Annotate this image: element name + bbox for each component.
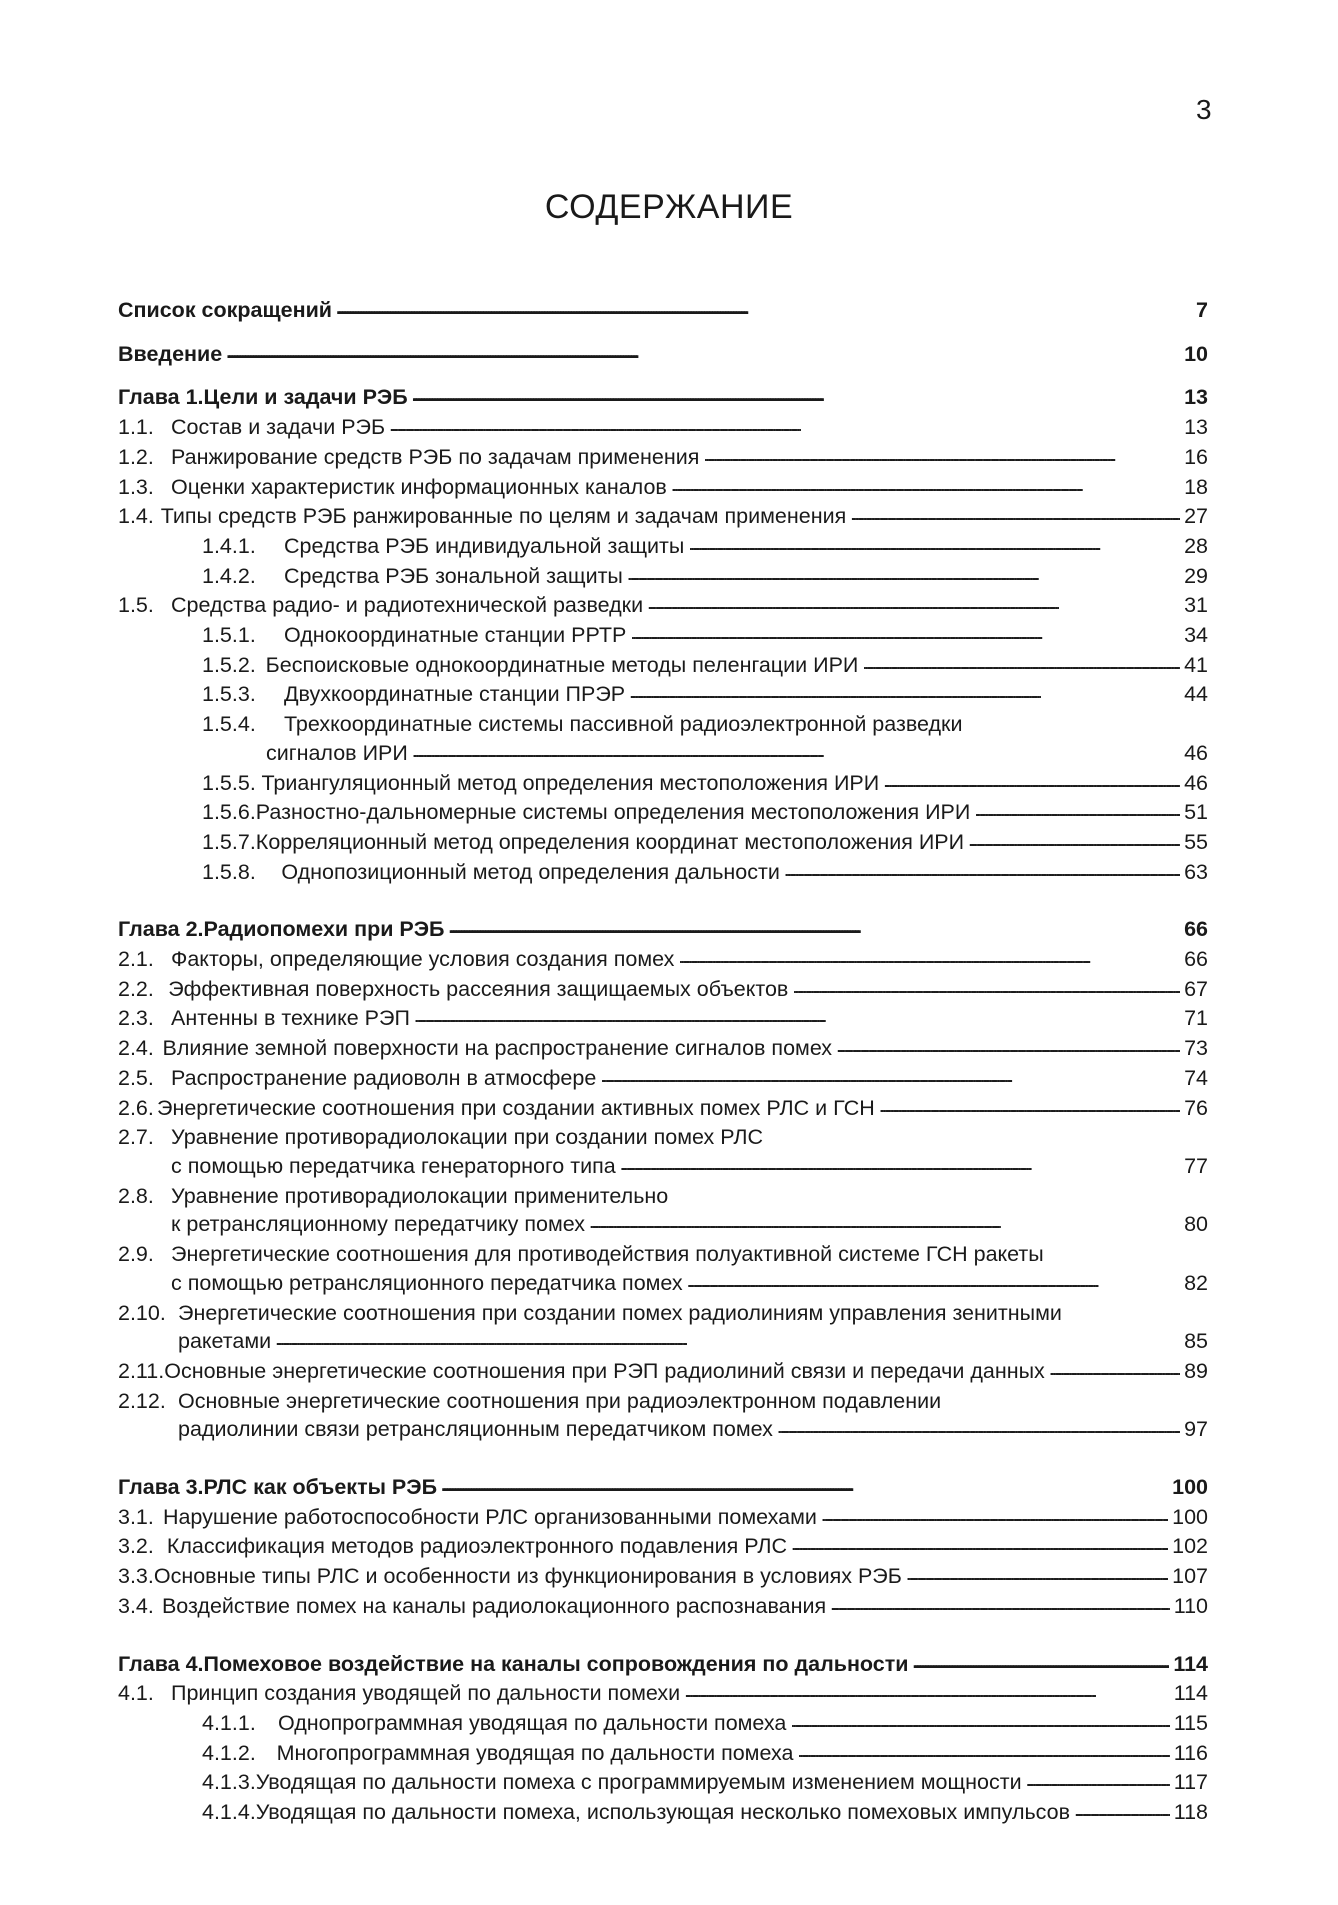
toc-chapter-1 (118, 383, 1208, 413)
toc-entry-page: 97 (1184, 1417, 1208, 1442)
toc-entry-number: 1.5.5. (202, 770, 256, 795)
toc-entry-number: 2.4. (118, 1036, 154, 1061)
toc-entry-page: 100 (1172, 1475, 1208, 1500)
toc-entry-continuation (118, 1269, 1208, 1299)
toc-entry-page: 44 (1184, 682, 1208, 707)
toc-entry-label: Корреляционный метод определения координат местоположения ИРИ (255, 829, 965, 854)
toc-entry-number: 1.5.1. (202, 623, 256, 648)
toc-entry-number: 1.4. (118, 504, 154, 529)
toc-entry-number: 3.3. (118, 1564, 154, 1589)
toc-entry-label: Уводящая по дальности помеха с программируемым изменением мощности (255, 1770, 1022, 1795)
toc-entry-page: 80 (1184, 1212, 1208, 1237)
toc-entry-continuation (118, 1327, 1208, 1357)
toc-leader-dots (862, 648, 1180, 678)
toc-entry (118, 975, 1208, 1005)
toc-chapter-4 (118, 1650, 1208, 1680)
toc-entry-label: Введение (118, 341, 223, 366)
toc-entry-label: Антенны в технике РЭП (171, 1006, 410, 1031)
toc-entry-label: Средства радио- и радиотехнической разведки (171, 593, 644, 618)
toc-entry (118, 945, 1208, 975)
toc-entry-label: Влияние земной поверхности на распространение сигналов помех (162, 1036, 833, 1061)
toc-entry-continuation (118, 739, 1208, 769)
toc-chapter-3 (118, 1473, 1208, 1503)
toc-entry-page: 66 (1184, 917, 1208, 942)
toc-leader-dots (790, 1706, 1169, 1736)
toc-entry-page: 31 (1184, 593, 1208, 618)
page-title: СОДЕРЖАНИЕ (544, 188, 794, 226)
toc-entry-page: 29 (1184, 563, 1208, 588)
page-number: 3 (1196, 94, 1212, 125)
toc-entry (118, 1034, 1208, 1064)
toc-entry (118, 562, 1208, 592)
toc-leader-dots (1026, 1765, 1170, 1795)
toc-leader-dots (879, 1091, 1180, 1121)
toc-entry-number: 2.9. (118, 1242, 154, 1267)
toc-leader-dots (836, 1031, 1180, 1061)
toc-entry-label: Беспоисковые однокоординатные методы пеленгации ИРИ (265, 652, 859, 677)
toc-leader-dots (275, 1324, 1180, 1354)
toc-entry (118, 1182, 1208, 1211)
toc-entry-label: Глава 4.Помеховое воздействие на каналы сопровождения по дальности (118, 1651, 909, 1676)
toc-entry-label: Уводящая по дальности помеха, использующая несколько помеховых импульсов (255, 1800, 1071, 1825)
toc-entry-label: Триангуляционный метод определения местоположения ИРИ (261, 770, 880, 795)
toc-entry-page: 66 (1184, 947, 1208, 972)
toc-entry-label: Принцип создания уводящей по дальности помехи (171, 1681, 681, 1706)
toc-leader-dots (850, 499, 1180, 529)
toc-entry (118, 473, 1208, 503)
toc-leader-dots (688, 529, 1180, 559)
toc-leader-dots (684, 1676, 1170, 1706)
toc-entry (118, 651, 1208, 681)
toc-entry-continuation (118, 1415, 1208, 1445)
toc-entry-page: 74 (1184, 1065, 1208, 1090)
toc-entry-label: Энергетические соотношения при создании помех радиолиниям управления зенитными (178, 1300, 1062, 1325)
toc-entry-page: 34 (1184, 623, 1208, 648)
toc-entry-number: 2.2. (118, 976, 154, 1001)
toc-entry (118, 710, 1208, 739)
toc-entry-label: Ранжирование средств РЭБ по задачам применения (171, 444, 700, 469)
toc-entry-page: 114 (1173, 1651, 1208, 1676)
toc-entry-number: 1.5.8. (202, 859, 256, 884)
toc-entry-label-continued: радиолинии связи ретрансляционным передатчиком помех (178, 1417, 773, 1442)
toc-entry-label-continued: с помощью ретрансляционного передатчика помех (171, 1270, 683, 1295)
toc-entry-label: Основные энергетические соотношения при радиоэлектронном подавлении (178, 1388, 942, 1413)
toc-entry-number: 1.5.2. (202, 652, 256, 677)
toc-entry-label: Энергетические соотношения при создании активных помех РЛС и ГСН (157, 1095, 875, 1120)
toc-leader-dots (620, 1149, 1180, 1179)
toc-entry-label: Однопрограммная уводящая по дальности помеха (278, 1710, 787, 1735)
toc-entry-page: 76 (1184, 1095, 1208, 1120)
toc-entry-page: 67 (1184, 976, 1208, 1001)
toc-entry (118, 828, 1208, 858)
toc-entry-label-continued: сигналов ИРИ (266, 740, 408, 765)
toc-entry-label: Глава 2.Радиопомехи при РЭБ (118, 917, 445, 942)
toc-entry-label: Однокоординатные станции РРТР (284, 623, 627, 648)
toc-entry (118, 1532, 1208, 1562)
toc-entry (118, 1679, 1208, 1709)
toc-entry-label: Многопрограммная уводящая по дальности помеха (276, 1740, 794, 1765)
toc-entry (118, 798, 1208, 828)
toc-entry-label: Уравнение противорадиолокации применительно (171, 1183, 669, 1208)
toc-entry (118, 1768, 1208, 1798)
toc-entry-number: 2.7. (118, 1125, 154, 1150)
toc-leader-dots (647, 588, 1180, 618)
toc-entry-label-continued: с помощью передатчика генераторного типа (171, 1153, 616, 1178)
toc-leader-dots (912, 1647, 1169, 1677)
toc-entry-number: 2.3. (118, 1006, 154, 1031)
toc-entry-label: Основные типы РЛС и особенности из функционирования в условиях РЭБ (153, 1564, 902, 1589)
toc-leader-dots (412, 380, 1180, 410)
toc-entry (118, 858, 1208, 888)
toc-leader-dots (441, 1470, 1168, 1500)
toc-entry-label: Однопозиционный метод определения дальности (281, 859, 780, 884)
toc-entry (118, 1357, 1208, 1387)
toc-leader-dots (703, 440, 1180, 470)
toc-entry-page: 7 (1196, 298, 1208, 322)
toc-entry (118, 1503, 1208, 1533)
toc-entry-number: 2.6. (118, 1095, 154, 1120)
toc-entry-label: Основные энергетические соотношения при РЭП радиолиний связи и передачи данных (164, 1358, 1045, 1383)
toc-entry-page: 100 (1172, 1504, 1208, 1529)
toc-entry (118, 532, 1208, 562)
toc-entry-number: 3.1. (118, 1504, 154, 1529)
toc-entry-label: Оценки характеристик информационных каналов (171, 474, 667, 499)
toc-leader-dots (883, 766, 1180, 796)
table-of-contents (118, 296, 1208, 1828)
toc-entry-page: 63 (1184, 859, 1208, 884)
toc-entry (118, 502, 1208, 532)
toc-leader-dots (687, 1266, 1180, 1296)
toc-leader-dots (821, 1500, 1168, 1530)
toc-entry (118, 1123, 1208, 1152)
toc-entry-number: 2.1. (118, 947, 154, 972)
toc-entry (118, 1387, 1208, 1416)
toc-entry-label: Средства РЭБ зональной защиты (284, 563, 623, 588)
toc-entry-number: 1.5.3. (202, 682, 256, 707)
toc-entry-page: 55 (1184, 829, 1208, 854)
toc-entry (118, 591, 1208, 621)
toc-chapter-2 (118, 915, 1208, 945)
toc-entry-number: 4.1.2. (202, 1740, 256, 1765)
toc-entry-number: 2.12. (118, 1388, 166, 1413)
toc-leader-dots (968, 825, 1180, 855)
toc-leader-dots (336, 293, 1192, 323)
toc-entry-introduction (118, 340, 1208, 370)
toc-entry (118, 680, 1208, 710)
toc-entry-number: 1.5. (118, 593, 154, 618)
toc-entry-label: Распространение радиоволн в атмосфере (171, 1065, 597, 1090)
toc-entry-label: Нарушение работоспособности РЛС организованными помехами (162, 1504, 817, 1529)
toc-entry (118, 1562, 1208, 1592)
toc-leader-dots (629, 677, 1180, 707)
toc-entry (118, 1739, 1208, 1769)
toc-entry-number: 4.1.3. (202, 1770, 256, 1795)
toc-entry-page: 27 (1184, 504, 1208, 529)
toc-leader-dots (389, 410, 1180, 440)
toc-leader-dots (797, 1736, 1169, 1766)
toc-leader-dots (589, 1207, 1180, 1237)
toc-entry-label: Глава 3.РЛС как объекты РЭБ (118, 1475, 438, 1500)
toc-entry-label: Состав и задачи РЭБ (171, 415, 386, 440)
toc-entry-label: Список сокращений (118, 298, 333, 322)
toc-entry-label: Двухкоординатные станции ПРЭР (284, 682, 626, 707)
toc-entry (118, 1094, 1208, 1124)
toc-entry-page: 82 (1184, 1270, 1208, 1295)
toc-entry-page: 110 (1173, 1593, 1208, 1618)
toc-entry-number: 4.1.4. (202, 1800, 256, 1825)
toc-leader-dots (1049, 1354, 1180, 1384)
toc-entry (118, 1592, 1208, 1622)
toc-entry-page: 89 (1184, 1358, 1208, 1383)
toc-leader-dots (974, 795, 1180, 825)
toc-leader-dots (784, 855, 1180, 885)
toc-entry-label: Энергетические соотношения для противодействия полуактивной системе ГСН ракеты (171, 1242, 1044, 1267)
toc-entry-page: 85 (1184, 1329, 1208, 1354)
toc-leader-dots (630, 618, 1180, 648)
toc-entry-number: 1.3. (118, 474, 154, 499)
toc-entry (118, 1064, 1208, 1094)
toc-entry-label: Глава 1.Цели и задачи РЭБ (118, 385, 408, 410)
toc-entry-number: 1.5.4. (202, 712, 256, 737)
toc-entry-page: 114 (1173, 1681, 1208, 1706)
toc-entry-page: 46 (1184, 740, 1208, 765)
toc-entry (118, 1240, 1208, 1269)
toc-leader-dots (1074, 1795, 1170, 1825)
toc-entry-page: 117 (1173, 1770, 1208, 1795)
toc-entry-number: 3.4. (118, 1593, 154, 1618)
toc-entry (118, 769, 1208, 799)
toc-entry-page: 73 (1184, 1036, 1208, 1061)
toc-entry-number: 1.1. (118, 415, 154, 440)
toc-leader-dots (671, 470, 1180, 500)
toc-entry-number: 4.1. (118, 1681, 154, 1706)
toc-entry-number: 1.4.1. (202, 533, 256, 558)
toc-entry-page: 41 (1184, 652, 1208, 677)
toc-entry-page: 77 (1184, 1153, 1208, 1178)
toc-entry (118, 1004, 1208, 1034)
toc-entry-label-continued: к ретрансляционному передатчику помех (171, 1212, 586, 1237)
toc-leader-dots (412, 736, 1180, 766)
toc-entry-number: 1.2. (118, 444, 154, 469)
toc-entry-page: 18 (1184, 474, 1208, 499)
toc-entry-label: Классификация методов радиоэлектронного подавления РЛС (166, 1534, 788, 1559)
toc-entry-page: 46 (1184, 770, 1208, 795)
toc-leader-dots (830, 1589, 1170, 1619)
toc-entry (118, 621, 1208, 651)
toc-entry (118, 1798, 1208, 1828)
toc-entry-page: 71 (1184, 1006, 1208, 1031)
toc-entry-page: 13 (1184, 415, 1208, 440)
toc-entry (118, 413, 1208, 443)
toc-entry-number: 2.8. (118, 1183, 154, 1208)
toc-entry-number: 1.5.7. (202, 829, 256, 854)
toc-entry-label: Средства РЭБ индивидуальной защиты (284, 533, 685, 558)
toc-entry-label: Факторы, определяющие условия создания помех (171, 947, 675, 972)
toc-entry-page: 116 (1173, 1740, 1208, 1765)
toc-entry-page: 10 (1184, 341, 1208, 366)
toc-entry (118, 443, 1208, 473)
toc-entry-number: 2.11. (118, 1358, 165, 1383)
toc-leader-dots (627, 559, 1180, 589)
toc-entry-page: 13 (1184, 385, 1208, 410)
toc-entry-label: Уравнение противорадиолокации при создании помех РЛС (171, 1125, 763, 1150)
toc-entry-number: 4.1.1. (202, 1710, 256, 1735)
toc-leader-dots (449, 912, 1181, 942)
toc-entry-continuation (118, 1210, 1208, 1240)
toc-entry-label: Разностно-дальномерные системы определения местоположения ИРИ (255, 800, 971, 825)
toc-entry-label: Воздействие помех на каналы радиолокационного распознавания (161, 1593, 827, 1618)
toc-entry-number: 1.5.6. (202, 800, 256, 825)
toc-entry-page: 102 (1172, 1534, 1208, 1559)
toc-leader-dots (226, 337, 1180, 367)
toc-leader-dots (791, 1529, 1168, 1559)
toc-entry-page: 16 (1184, 444, 1208, 469)
toc-entry-page: 115 (1173, 1710, 1208, 1735)
toc-entry-label: Типы средств РЭБ ранжированные по целям и задачам применения (160, 504, 847, 529)
toc-entry-page: 107 (1172, 1564, 1208, 1589)
toc-entry-page: 28 (1184, 533, 1208, 558)
toc-leader-dots (792, 972, 1180, 1002)
toc-entry (118, 1299, 1208, 1328)
toc-entry (118, 1709, 1208, 1739)
toc-leader-dots (414, 1001, 1180, 1031)
toc-entry-abbreviations (118, 296, 1208, 326)
toc-entry-label-continued: ракетами (178, 1329, 272, 1354)
toc-leader-dots (777, 1412, 1180, 1442)
toc-entry-number: 3.2. (118, 1534, 154, 1559)
toc-entry-number: 2.5. (118, 1065, 154, 1090)
toc-entry-page: 51 (1184, 800, 1208, 825)
toc-leader-dots (906, 1559, 1168, 1589)
toc-entry-number: 1.4.2. (202, 563, 256, 588)
toc-leader-dots (600, 1061, 1180, 1091)
toc-entry-continuation (118, 1152, 1208, 1182)
toc-entry-label: Трехкоординатные системы пассивной радиоэлектронной разведки (284, 712, 963, 737)
toc-entry-label: Эффективная поверхность рассеяния защищаемых объектов (168, 976, 789, 1001)
toc-leader-dots (678, 942, 1180, 972)
toc-entry-number: 2.10. (118, 1300, 166, 1325)
toc-entry-page: 118 (1173, 1800, 1208, 1825)
